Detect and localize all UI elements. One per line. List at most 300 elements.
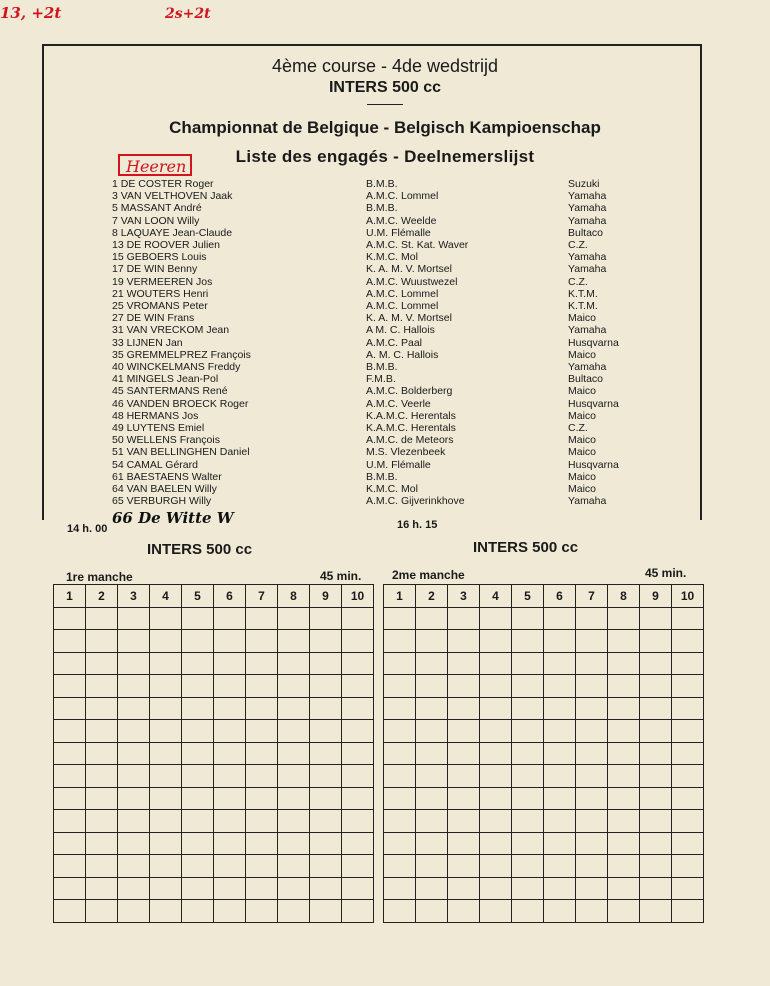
lap-cell[interactable]	[342, 697, 374, 720]
lap-cell[interactable]	[118, 697, 150, 720]
lap-cell[interactable]	[576, 742, 608, 765]
lap-cell[interactable]	[86, 877, 118, 900]
lap-cell[interactable]	[640, 855, 672, 878]
lap-cell[interactable]	[576, 877, 608, 900]
lap-cell[interactable]	[182, 742, 214, 765]
lap-cell[interactable]	[480, 652, 512, 675]
entry-brand: Maico	[568, 385, 597, 398]
lap-cell[interactable]	[384, 607, 416, 630]
lap-cell[interactable]	[246, 742, 278, 765]
lap-cell[interactable]	[512, 607, 544, 630]
lap-cell[interactable]	[480, 855, 512, 878]
lap-cell[interactable]	[54, 877, 86, 900]
lap-cell[interactable]	[448, 900, 480, 923]
lap-cell[interactable]	[54, 810, 86, 833]
lap-cell[interactable]	[246, 832, 278, 855]
lap-cell[interactable]	[576, 900, 608, 923]
lap-cell[interactable]	[86, 855, 118, 878]
lap-cell[interactable]	[214, 832, 246, 855]
lap-cell[interactable]	[608, 652, 640, 675]
lap-cell[interactable]	[310, 697, 342, 720]
lap-cell[interactable]	[86, 720, 118, 743]
lap-cell[interactable]	[182, 630, 214, 653]
lap-cell[interactable]	[150, 765, 182, 788]
lap-cell[interactable]	[182, 900, 214, 923]
lap-cell[interactable]	[576, 607, 608, 630]
lap-cell[interactable]	[384, 765, 416, 788]
lap-cell[interactable]	[342, 742, 374, 765]
lap-cell[interactable]	[278, 630, 310, 653]
lap-cell[interactable]	[576, 787, 608, 810]
lap-cell[interactable]	[672, 877, 704, 900]
lap-cell[interactable]	[278, 810, 310, 833]
lap-cell[interactable]	[608, 810, 640, 833]
lap-cell[interactable]	[544, 765, 576, 788]
lap-cell[interactable]	[86, 607, 118, 630]
lap-cell[interactable]	[384, 787, 416, 810]
lap-cell[interactable]	[480, 900, 512, 923]
lap-cell[interactable]	[182, 855, 214, 878]
lap-cell[interactable]	[480, 720, 512, 743]
lap-cell[interactable]	[278, 900, 310, 923]
lap-cell[interactable]	[310, 652, 342, 675]
lap-cell[interactable]	[544, 742, 576, 765]
lap-cell[interactable]	[480, 765, 512, 788]
manche-1-label: 1re manche	[66, 570, 133, 584]
lap-cell[interactable]	[416, 742, 448, 765]
lap-cell[interactable]	[214, 742, 246, 765]
lap-cell[interactable]	[278, 697, 310, 720]
lap-cell[interactable]	[512, 652, 544, 675]
lap-cell[interactable]	[672, 675, 704, 698]
entry-rider: 40 WINCKELMANS Freddy	[112, 361, 241, 373]
lap-cell[interactable]	[416, 787, 448, 810]
lap-cell[interactable]	[672, 810, 704, 833]
lap-cell[interactable]	[246, 607, 278, 630]
lap-cell[interactable]	[214, 877, 246, 900]
lap-cell[interactable]	[448, 877, 480, 900]
lap-cell[interactable]	[118, 787, 150, 810]
lap-cell[interactable]	[342, 855, 374, 878]
lap-cell[interactable]	[150, 720, 182, 743]
lap-cell[interactable]	[672, 630, 704, 653]
lap-cell[interactable]	[384, 720, 416, 743]
lap-cell[interactable]	[512, 810, 544, 833]
lap-cell[interactable]	[608, 630, 640, 653]
lap-cell[interactable]	[342, 720, 374, 743]
lap-cell[interactable]	[182, 675, 214, 698]
lap-cell[interactable]	[278, 855, 310, 878]
lap-cell[interactable]	[342, 877, 374, 900]
lap-cell[interactable]	[512, 855, 544, 878]
lap-cell[interactable]	[672, 652, 704, 675]
lap-cell[interactable]	[672, 742, 704, 765]
lap-cell[interactable]	[342, 900, 374, 923]
lap-cell[interactable]	[640, 720, 672, 743]
lap-cell[interactable]	[182, 877, 214, 900]
lap-cell[interactable]	[448, 720, 480, 743]
lap-cell[interactable]	[416, 675, 448, 698]
lap-cell[interactable]	[54, 720, 86, 743]
lap-cell[interactable]	[150, 697, 182, 720]
lap-cell[interactable]	[118, 900, 150, 923]
lap-cell[interactable]	[544, 630, 576, 653]
lap-cell[interactable]	[342, 765, 374, 788]
entry-club: K.A.M.C. Herentals	[366, 409, 456, 422]
lap-cell[interactable]	[608, 855, 640, 878]
lap-cell[interactable]	[384, 810, 416, 833]
lap-cell[interactable]	[86, 652, 118, 675]
lap-cell[interactable]	[342, 675, 374, 698]
lap-cell[interactable]	[214, 810, 246, 833]
lap-cell[interactable]	[246, 652, 278, 675]
lap-cell[interactable]	[448, 855, 480, 878]
lap-cell[interactable]	[384, 877, 416, 900]
lap-cell[interactable]	[384, 630, 416, 653]
lap-cell[interactable]	[512, 765, 544, 788]
lap-cell[interactable]	[86, 900, 118, 923]
lap-cell[interactable]	[278, 787, 310, 810]
lap-cell[interactable]	[608, 787, 640, 810]
lap-cell[interactable]	[150, 900, 182, 923]
lap-cell[interactable]	[448, 765, 480, 788]
lap-cell[interactable]	[576, 652, 608, 675]
lap-cell[interactable]	[214, 652, 246, 675]
lap-cell[interactable]	[512, 697, 544, 720]
lap-cell[interactable]	[576, 810, 608, 833]
lap-cell[interactable]	[54, 900, 86, 923]
lap-cell[interactable]	[310, 742, 342, 765]
lap-cell[interactable]	[512, 742, 544, 765]
lap-cell[interactable]	[342, 652, 374, 675]
lap-cell[interactable]	[182, 787, 214, 810]
lap-cell[interactable]	[416, 720, 448, 743]
lap-number-header: 8	[278, 585, 310, 608]
lap-cell[interactable]	[342, 832, 374, 855]
lap-cell[interactable]	[576, 675, 608, 698]
lap-cell[interactable]	[310, 832, 342, 855]
lap-cell[interactable]	[118, 877, 150, 900]
lap-cell[interactable]	[512, 630, 544, 653]
lap-cell[interactable]	[182, 832, 214, 855]
lap-cell[interactable]	[416, 832, 448, 855]
lap-cell[interactable]	[342, 810, 374, 833]
lap-cell[interactable]	[576, 832, 608, 855]
lap-cell[interactable]	[512, 787, 544, 810]
lap-cell[interactable]	[416, 900, 448, 923]
lap-cell[interactable]	[448, 742, 480, 765]
lap-cell[interactable]	[54, 675, 86, 698]
lap-cell[interactable]	[278, 765, 310, 788]
lap-cell[interactable]	[608, 742, 640, 765]
entry-rider: 7 VAN LOON Willy	[112, 214, 200, 227]
lap-cell[interactable]	[544, 607, 576, 630]
lap-cell[interactable]	[448, 675, 480, 698]
lap-cell[interactable]	[150, 630, 182, 653]
lap-cell[interactable]	[118, 855, 150, 878]
lap-cell[interactable]	[448, 630, 480, 653]
lap-cell[interactable]	[86, 765, 118, 788]
lap-cell[interactable]	[310, 630, 342, 653]
lap-cell[interactable]	[214, 697, 246, 720]
lap-cell[interactable]	[544, 720, 576, 743]
lap-cell[interactable]	[214, 675, 246, 698]
lap-cell[interactable]	[182, 720, 214, 743]
lap-cell[interactable]	[54, 787, 86, 810]
entry-club: K.M.C. Mol	[366, 251, 418, 264]
lap-cell[interactable]	[384, 855, 416, 878]
lap-cell[interactable]	[640, 810, 672, 833]
lap-cell[interactable]	[640, 765, 672, 788]
lap-cell[interactable]	[448, 697, 480, 720]
lap-cell[interactable]	[86, 832, 118, 855]
lap-cell[interactable]	[310, 720, 342, 743]
lap-cell[interactable]	[182, 810, 214, 833]
lap-cell[interactable]	[608, 900, 640, 923]
lap-cell[interactable]	[150, 877, 182, 900]
lap-cell[interactable]	[150, 810, 182, 833]
manche-2-label: 2me manche	[392, 568, 465, 582]
lap-cell[interactable]	[576, 720, 608, 743]
lap-cell[interactable]	[118, 742, 150, 765]
lap-cell[interactable]	[310, 787, 342, 810]
lap-cell[interactable]	[544, 832, 576, 855]
lap-cell[interactable]	[118, 652, 150, 675]
lap-cell[interactable]	[576, 855, 608, 878]
entry-club: B.M.B.	[366, 470, 398, 483]
lap-cell[interactable]	[672, 720, 704, 743]
lap-cell[interactable]	[118, 765, 150, 788]
lap-cell[interactable]	[246, 720, 278, 743]
lap-cell[interactable]	[608, 877, 640, 900]
lap-cell[interactable]	[640, 832, 672, 855]
lap-cell[interactable]	[416, 630, 448, 653]
lap-cell[interactable]	[214, 765, 246, 788]
lap-cell[interactable]	[54, 742, 86, 765]
lap-cell[interactable]	[448, 652, 480, 675]
lap-cell[interactable]	[278, 652, 310, 675]
lap-cell[interactable]	[608, 765, 640, 788]
lap-cell[interactable]	[480, 675, 512, 698]
lap-cell[interactable]	[480, 810, 512, 833]
lap-cell[interactable]	[576, 630, 608, 653]
lap-cell[interactable]	[86, 630, 118, 653]
lap-cell[interactable]	[278, 742, 310, 765]
lap-cell[interactable]	[640, 697, 672, 720]
lap-cell[interactable]	[310, 877, 342, 900]
lap-cell[interactable]	[214, 855, 246, 878]
lap-cell[interactable]	[150, 675, 182, 698]
entry-rider: 17 DE WIN Benny	[112, 263, 198, 276]
lap-cell[interactable]	[544, 810, 576, 833]
lap-cell[interactable]	[342, 607, 374, 630]
lap-cell[interactable]	[480, 742, 512, 765]
lap-cell[interactable]	[640, 877, 672, 900]
lap-cell[interactable]	[118, 630, 150, 653]
lap-cell[interactable]	[448, 810, 480, 833]
lap-cell[interactable]	[86, 675, 118, 698]
lap-cell[interactable]	[150, 607, 182, 630]
lap-cell[interactable]	[480, 877, 512, 900]
lap-cell[interactable]	[544, 787, 576, 810]
lap-cell[interactable]	[512, 832, 544, 855]
lap-cell[interactable]	[214, 787, 246, 810]
lap-cell[interactable]	[54, 697, 86, 720]
lap-cell[interactable]	[246, 675, 278, 698]
lap-cell[interactable]	[416, 765, 448, 788]
lap-cell[interactable]	[118, 607, 150, 630]
lap-cell[interactable]	[416, 810, 448, 833]
entry-brand: Yamaha	[568, 202, 607, 215]
lap-cell[interactable]	[182, 765, 214, 788]
lap-cell[interactable]	[54, 607, 86, 630]
lap-cell[interactable]	[448, 607, 480, 630]
lap-cell[interactable]	[672, 765, 704, 788]
lap-cell[interactable]	[640, 607, 672, 630]
lap-cell[interactable]	[512, 877, 544, 900]
lap-cell[interactable]	[310, 855, 342, 878]
lap-cell[interactable]	[246, 765, 278, 788]
lap-cell[interactable]	[608, 675, 640, 698]
lap-cell[interactable]	[640, 652, 672, 675]
lap-cell[interactable]	[150, 832, 182, 855]
lap-cell[interactable]	[512, 720, 544, 743]
lap-cell[interactable]	[182, 697, 214, 720]
lap-cell[interactable]	[384, 742, 416, 765]
lap-cell[interactable]	[640, 900, 672, 923]
lap-cell[interactable]	[608, 607, 640, 630]
lap-cell[interactable]	[214, 900, 246, 923]
lap-cell[interactable]	[310, 607, 342, 630]
lap-number-header: 10	[672, 585, 704, 608]
lap-cell[interactable]	[54, 855, 86, 878]
lap-cell[interactable]	[384, 697, 416, 720]
lap-cell[interactable]	[310, 900, 342, 923]
lap-cell[interactable]	[640, 787, 672, 810]
lap-cell[interactable]	[672, 787, 704, 810]
lap-cell[interactable]	[214, 720, 246, 743]
lap-cell[interactable]	[278, 877, 310, 900]
lap-cell[interactable]	[640, 742, 672, 765]
lap-cell[interactable]	[342, 630, 374, 653]
lap-cell[interactable]	[86, 697, 118, 720]
lap-cell[interactable]	[118, 720, 150, 743]
lap-cell[interactable]	[608, 832, 640, 855]
lap-cell[interactable]	[86, 742, 118, 765]
lap-cell[interactable]	[384, 900, 416, 923]
lap-cell[interactable]	[246, 810, 278, 833]
lap-cell[interactable]	[608, 720, 640, 743]
lap-cell[interactable]	[448, 832, 480, 855]
lap-cell[interactable]	[576, 697, 608, 720]
lap-cell[interactable]	[246, 855, 278, 878]
lap-cell[interactable]	[384, 652, 416, 675]
lap-cell[interactable]	[672, 607, 704, 630]
lap-cell[interactable]	[246, 900, 278, 923]
lap-cell[interactable]	[246, 787, 278, 810]
lap-cell[interactable]	[640, 630, 672, 653]
lap-cell[interactable]	[246, 697, 278, 720]
lap-cell[interactable]	[278, 607, 310, 630]
lap-cell[interactable]	[150, 787, 182, 810]
lap-cell[interactable]	[512, 675, 544, 698]
lap-cell[interactable]	[512, 900, 544, 923]
lap-cell[interactable]	[416, 877, 448, 900]
lap-cell[interactable]	[480, 787, 512, 810]
lap-cell[interactable]	[214, 607, 246, 630]
lap-cell[interactable]	[416, 697, 448, 720]
lap-cell[interactable]	[86, 810, 118, 833]
lap-cell[interactable]	[54, 652, 86, 675]
lap-cell[interactable]	[182, 607, 214, 630]
lap-cell[interactable]	[480, 832, 512, 855]
lap-cell[interactable]	[246, 630, 278, 653]
lap-cell[interactable]	[544, 877, 576, 900]
lap-cell[interactable]	[150, 742, 182, 765]
lap-cell[interactable]	[672, 832, 704, 855]
lap-cell[interactable]	[182, 652, 214, 675]
lap-cell[interactable]	[118, 675, 150, 698]
lap-cell[interactable]	[544, 900, 576, 923]
lap-cell[interactable]	[416, 652, 448, 675]
lap-cell[interactable]	[310, 675, 342, 698]
lap-cell[interactable]	[672, 855, 704, 878]
lap-cell[interactable]	[310, 765, 342, 788]
lap-cell[interactable]	[54, 832, 86, 855]
lap-cell[interactable]	[640, 675, 672, 698]
lap-cell[interactable]	[246, 877, 278, 900]
lap-cell[interactable]	[118, 810, 150, 833]
lap-cell[interactable]	[544, 697, 576, 720]
lap-cell[interactable]	[384, 675, 416, 698]
lap-cell[interactable]	[150, 855, 182, 878]
lap-grid-manche-2[interactable]	[383, 584, 704, 923]
lap-cell[interactable]	[416, 855, 448, 878]
handwritten-extra-entry: 66 De Witte W	[112, 509, 234, 527]
lap-cell[interactable]	[480, 697, 512, 720]
entry-club: K.A.M.C. Herentals	[366, 422, 456, 434]
lap-cell[interactable]	[150, 652, 182, 675]
lap-cell[interactable]	[278, 832, 310, 855]
lap-cell[interactable]	[310, 810, 342, 833]
lap-cell[interactable]	[608, 697, 640, 720]
lap-cell[interactable]	[54, 765, 86, 788]
lap-grid-manche-1[interactable]	[53, 584, 374, 923]
lap-cell[interactable]	[480, 630, 512, 653]
lap-cell[interactable]	[278, 720, 310, 743]
lap-cell[interactable]	[342, 787, 374, 810]
race-title: 4ème course - 4de wedstrijd	[271, 56, 499, 76]
entry-rider: 25 VROMANS Peter	[112, 300, 208, 312]
lap-cell[interactable]	[576, 765, 608, 788]
lap-cell[interactable]	[448, 787, 480, 810]
lap-cell[interactable]	[544, 652, 576, 675]
lap-cell[interactable]	[54, 630, 86, 653]
lap-cell[interactable]	[416, 607, 448, 630]
lap-cell[interactable]	[384, 832, 416, 855]
lap-cell[interactable]	[480, 607, 512, 630]
lap-cell[interactable]	[214, 630, 246, 653]
entry-brand: Yamaha	[568, 324, 607, 337]
lap-cell[interactable]	[544, 855, 576, 878]
lap-cell[interactable]	[672, 900, 704, 923]
lap-cell[interactable]	[544, 675, 576, 698]
entry-club: U.M. Flémalle	[366, 458, 431, 471]
lap-cell[interactable]	[118, 832, 150, 855]
lap-cell[interactable]	[278, 675, 310, 698]
lap-cell[interactable]	[86, 787, 118, 810]
lap-cell[interactable]	[672, 697, 704, 720]
